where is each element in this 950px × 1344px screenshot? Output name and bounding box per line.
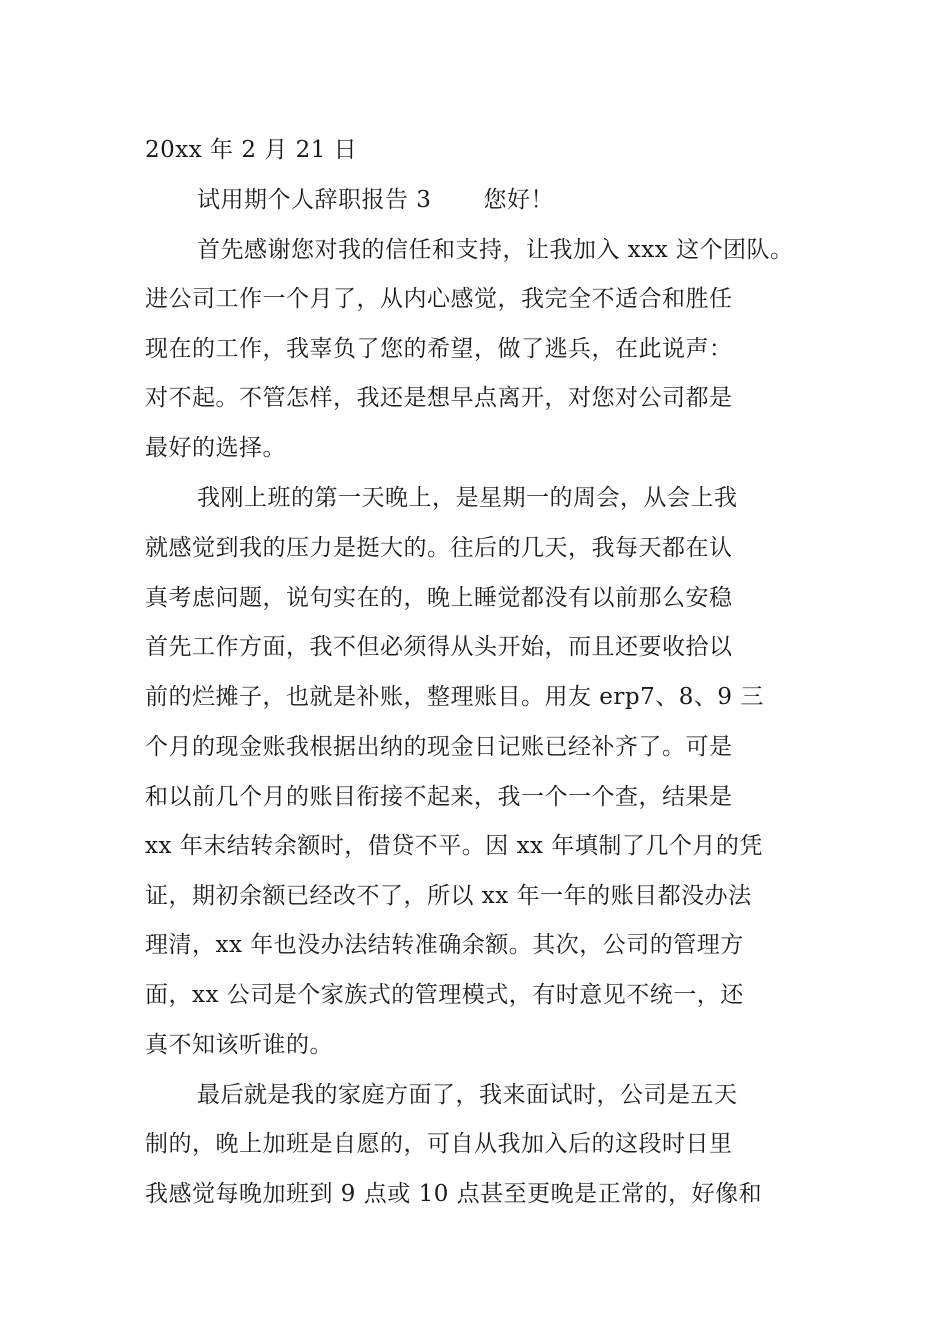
paragraph-line: 最后就是我的家庭方面了，我来面试时，公司是五天 [197, 1082, 738, 1108]
paragraph-line: 首先感谢您对我的信任和支持，让我加入 xxx 这个团队。 [197, 237, 794, 263]
paragraph-line: 真考虑问题，说句实在的，晚上睡觉都没有以前那么安稳 [145, 585, 733, 611]
paragraph-line: 前的烂摊子，也就是补账，整理账目。用友 erp7、8、9 三 [145, 684, 764, 710]
paragraph-line: 个月的现金账我根据出纳的现金日记账已经补齐了。可是 [145, 734, 733, 760]
paragraph-line: 真不知该听谁的。 [145, 1032, 333, 1058]
paragraph-line: 理清，xx 年也没办法结转准确余额。其次，公司的管理方 [145, 932, 744, 958]
paragraph-line: 制的，晚上加班是自愿的，可自从我加入后的这段时日里 [145, 1131, 733, 1157]
paragraph-line: 和以前几个月的账目衔接不起来，我一个一个查，结果是 [145, 784, 733, 810]
paragraph-line: 最好的选择。 [145, 435, 286, 461]
paragraph-line: 现在的工作，我辜负了您的希望，做了逃兵，在此说声： [145, 336, 733, 362]
paragraph-line: 面，xx 公司是个家族式的管理模式，有时意见不统一，还 [145, 982, 744, 1008]
paragraph-line: 进公司工作一个月了，从内心感觉，我完全不适合和胜任 [145, 286, 733, 312]
date-line: 20xx 年 2 月 21 日 [145, 137, 358, 163]
paragraph-line: xx 年末结转余额时，借贷不平。因 xx 年填制了几个月的凭 [145, 833, 763, 859]
greeting: 您好！ [483, 187, 554, 213]
paragraph-line: 我刚上班的第一天晚上，是星期一的周会，从会上我 [197, 485, 738, 511]
paragraph-line: 对不起。不管怎样，我还是想早点离开，对您对公司都是 [145, 385, 733, 411]
report-title: 试用期个人辞职报告 3 [197, 187, 432, 213]
paragraph-line: 证，期初余额已经改不了，所以 xx 年一年的账目都没办法 [145, 883, 752, 909]
paragraph-line: 就感觉到我的压力是挺大的。往后的几天，我每天都在认 [145, 535, 733, 561]
paragraph-line: 我感觉每晚加班到 9 点或 10 点甚至更晚是正常的，好像和 [145, 1181, 763, 1207]
paragraph-line: 首先工作方面，我不但必须得从头开始，而且还要收拾以 [145, 634, 733, 660]
title-line [197, 185, 554, 215]
